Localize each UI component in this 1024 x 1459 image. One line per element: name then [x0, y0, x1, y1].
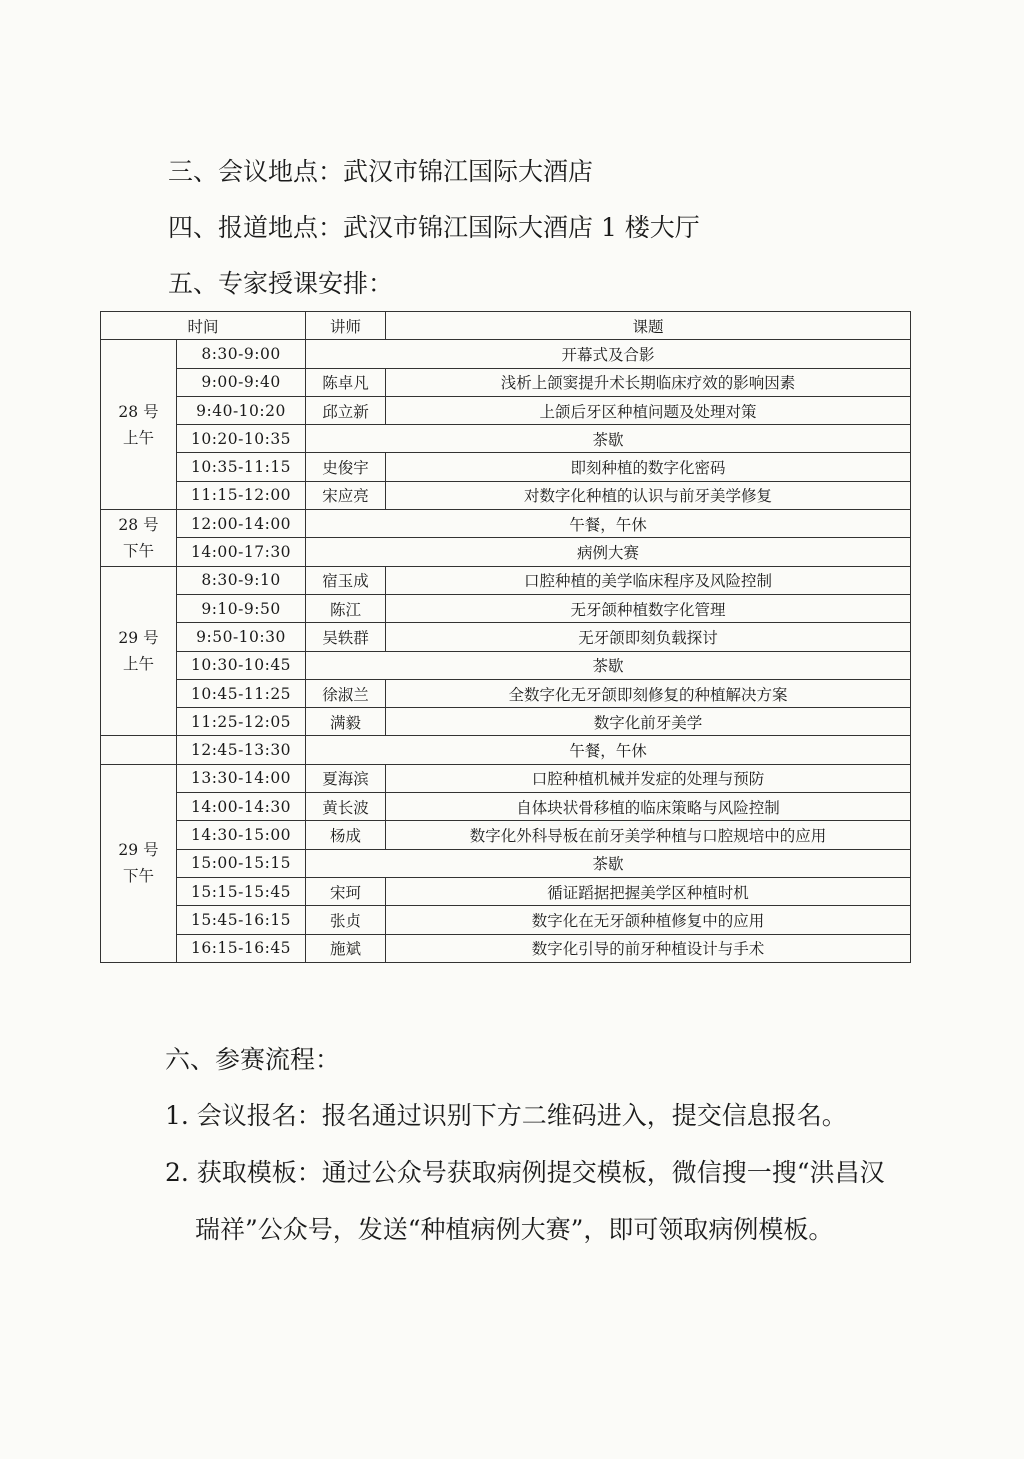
- topic-cell: 上颌后牙区种植问题及处理对策: [386, 396, 911, 424]
- table-row: [101, 623, 911, 651]
- table-row: [101, 934, 911, 962]
- venue-heading: 三、会议地点：武汉市锦江国际大酒店: [168, 157, 594, 186]
- topic-cell: 数字化引导的前牙种植设计与手术: [386, 934, 911, 962]
- topic-cell: 数字化前牙美学: [386, 708, 911, 736]
- day-label-29-pm: [101, 764, 177, 962]
- time-cell: 8:30-9:00: [177, 340, 306, 368]
- table-row: [101, 340, 911, 368]
- topic-cell: 数字化外科导板在前牙美学种植与口腔规培中的应用: [386, 821, 911, 849]
- time-cell: 8:30-9:10: [177, 566, 306, 594]
- process-step-1: 1. 会议报名：报名通过识别下方二维码进入，提交信息报名。: [165, 1101, 847, 1130]
- topic-cell: 即刻种植的数字化密码: [386, 453, 911, 481]
- time-cell: 9:10-9:50: [177, 594, 306, 622]
- table-header-row: [101, 312, 911, 340]
- day-label-line: 28 号: [118, 402, 159, 421]
- topic-cell: 病例大赛: [306, 538, 911, 566]
- time-cell: 12:45-13:30: [177, 736, 306, 764]
- time-cell: 9:40-10:20: [177, 396, 306, 424]
- time-cell: 10:30-10:45: [177, 651, 306, 679]
- day-label-29-am: [101, 566, 177, 736]
- process-heading: 六、参赛流程：: [165, 1045, 341, 1074]
- schedule-heading: 五、专家授课安排：: [168, 269, 394, 298]
- lecturer-cell: 宿玉成: [306, 566, 386, 594]
- time-cell: 13:30-14:00: [177, 764, 306, 792]
- day-label-line: 上午: [122, 655, 154, 674]
- topic-cell: 茶歇: [306, 651, 911, 679]
- day-label-line: 28 号: [118, 515, 159, 534]
- header-lecturer: 讲师: [306, 312, 386, 340]
- topic-cell: 茶歇: [306, 849, 911, 877]
- lecturer-cell: 施斌: [306, 934, 386, 962]
- time-cell: 15:45-16:15: [177, 906, 306, 934]
- topic-cell: 口腔种植机械并发症的处理与预防: [386, 764, 911, 792]
- table-row: [101, 594, 911, 622]
- lecturer-cell: 邱立新: [306, 396, 386, 424]
- time-cell: 14:00-14:30: [177, 793, 306, 821]
- topic-cell: 口腔种植的美学临床程序及风险控制: [386, 566, 911, 594]
- time-cell: 15:00-15:15: [177, 849, 306, 877]
- time-cell: 14:00-17:30: [177, 538, 306, 566]
- topic-cell: 茶歇: [306, 425, 911, 453]
- table-row: [101, 368, 911, 396]
- topic-cell: 开幕式及合影: [306, 340, 911, 368]
- time-cell: 14:30-15:00: [177, 821, 306, 849]
- table-row: [101, 453, 911, 481]
- table-row: [101, 821, 911, 849]
- lecturer-cell: 夏海滨: [306, 764, 386, 792]
- topic-cell: 无牙颌即刻负载探讨: [386, 623, 911, 651]
- table-row: [101, 793, 911, 821]
- day-label-28-am: [101, 340, 177, 510]
- topic-cell: 对数字化种植的认识与前牙美学修复: [386, 481, 911, 509]
- header-topic: 课题: [386, 312, 911, 340]
- table-row: [101, 679, 911, 707]
- table-row: [101, 481, 911, 509]
- lecturer-cell: 陈江: [306, 594, 386, 622]
- lecturer-cell: 满毅: [306, 708, 386, 736]
- table-row: [101, 651, 911, 679]
- table-row: [101, 538, 911, 566]
- time-cell: 11:25-12:05: [177, 708, 306, 736]
- time-cell: 9:00-9:40: [177, 368, 306, 396]
- day-label-empty: [101, 736, 177, 764]
- time-cell: 10:20-10:35: [177, 425, 306, 453]
- topic-cell: 数字化在无牙颌种植修复中的应用: [386, 906, 911, 934]
- table-row: [101, 736, 911, 764]
- time-cell: 11:15-12:00: [177, 481, 306, 509]
- topic-cell: 无牙颌种植数字化管理: [386, 594, 911, 622]
- process-step-2: 2. 获取模板：通过公众号获取病例提交模板，微信搜一搜“洪昌汉: [165, 1158, 885, 1187]
- table-row: [101, 510, 911, 538]
- table-row: [101, 906, 911, 934]
- process-step-2-continued: 瑞祥”公众号，发送“种植病例大赛”，即可领取病例模板。: [195, 1215, 834, 1244]
- day-label-line: 下午: [122, 867, 154, 886]
- table-row: [101, 396, 911, 424]
- time-cell: 9:50-10:30: [177, 623, 306, 651]
- lecturer-cell: 吴轶群: [306, 623, 386, 651]
- table-row: [101, 877, 911, 905]
- header-time: 时间: [101, 312, 306, 340]
- time-cell: 10:45-11:25: [177, 679, 306, 707]
- table-row: [101, 849, 911, 877]
- time-cell: 10:35-11:15: [177, 453, 306, 481]
- lecturer-cell: 杨成: [306, 821, 386, 849]
- time-cell: 12:00-14:00: [177, 510, 306, 538]
- table-row: [101, 764, 911, 792]
- topic-cell: 自体块状骨移植的临床策略与风险控制: [386, 793, 911, 821]
- schedule-table: [100, 311, 911, 963]
- day-label-line: 上午: [122, 428, 154, 447]
- topic-cell: 全数字化无牙颌即刻修复的种植解决方案: [386, 679, 911, 707]
- topic-cell: 浅析上颌窦提升术长期临床疗效的影响因素: [386, 368, 911, 396]
- day-label-28-pm: [101, 510, 177, 567]
- time-cell: 15:15-15:45: [177, 877, 306, 905]
- table-row: [101, 425, 911, 453]
- lecturer-cell: 宋珂: [306, 877, 386, 905]
- lecturer-cell: 史俊宇: [306, 453, 386, 481]
- lecturer-cell: 黄长波: [306, 793, 386, 821]
- topic-cell: 午餐，午休: [306, 736, 911, 764]
- topic-cell: 午餐，午休: [306, 510, 911, 538]
- lecturer-cell: 宋应亮: [306, 481, 386, 509]
- day-label-line: 29 号: [118, 841, 159, 860]
- lecturer-cell: 张贞: [306, 906, 386, 934]
- day-label-line: 下午: [122, 541, 154, 560]
- checkin-heading: 四、报道地点：武汉市锦江国际大酒店 1 楼大厅: [168, 213, 700, 242]
- lecturer-cell: 徐淑兰: [306, 679, 386, 707]
- topic-cell: 循证蹈据把握美学区种植时机: [386, 877, 911, 905]
- lecturer-cell: 陈卓凡: [306, 368, 386, 396]
- day-label-line: 29 号: [118, 629, 159, 648]
- time-cell: 16:15-16:45: [177, 934, 306, 962]
- table-row: [101, 708, 911, 736]
- table-row: [101, 566, 911, 594]
